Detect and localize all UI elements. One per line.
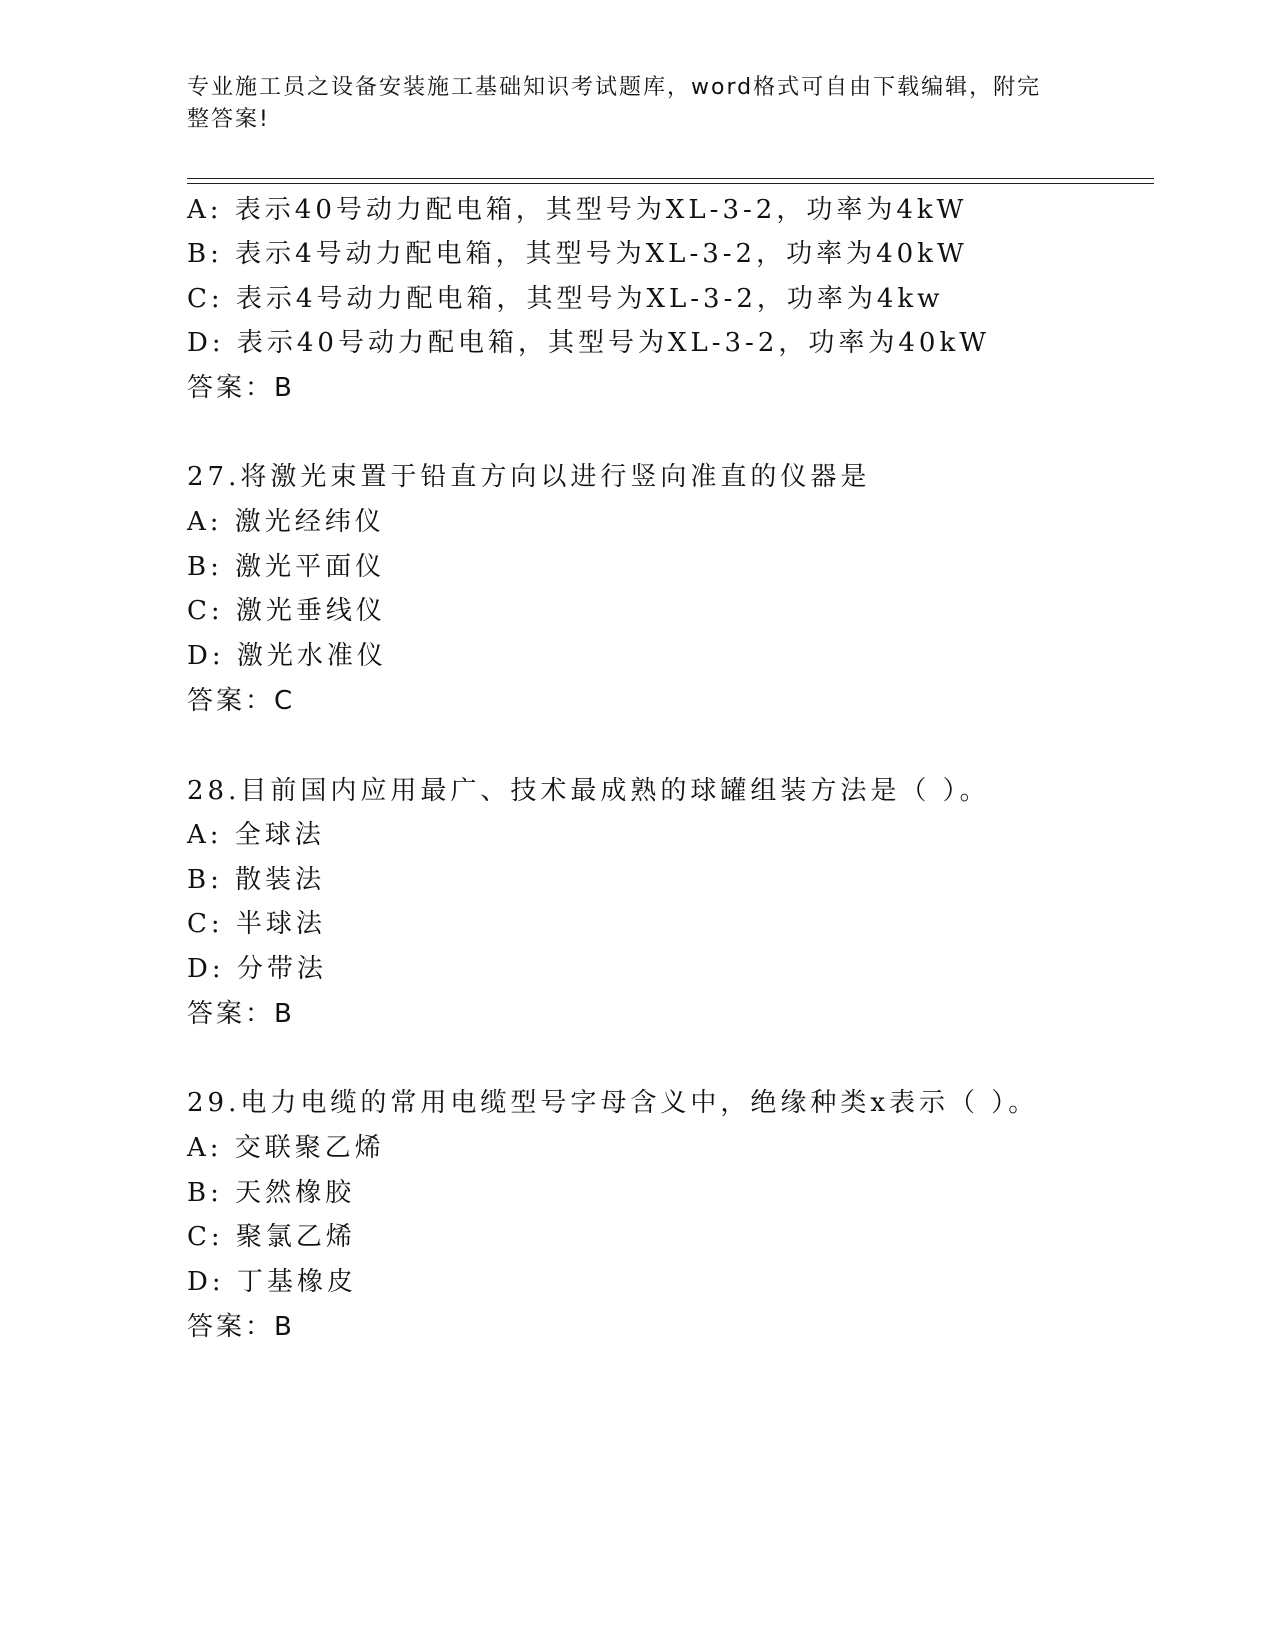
q26-option-b: B: 表示4号动力配电箱，其型号为XL-3-2，功率为40kW (187, 239, 968, 269)
q27-option-d: D: 激光水准仪 (187, 641, 387, 671)
q28-option-c: C: 半球法 (187, 909, 326, 939)
q26-option-c: C: 表示4号动力配电箱，其型号为XL-3-2，功率为4kw (187, 284, 944, 314)
header-rule-top (187, 178, 1154, 179)
q27-option-c: C: 激光垂线仪 (187, 596, 386, 626)
q26-answer: 答案：B (187, 373, 295, 403)
q27-option-b: B: 激光平面仪 (187, 552, 386, 582)
q27-answer: 答案：C (187, 686, 296, 716)
q28-option-b: B: 散装法 (187, 865, 326, 895)
q29-answer: 答案：B (187, 1312, 295, 1342)
q27-option-a: A: 激光经纬仪 (187, 507, 385, 537)
q29-option-a: A: 交联聚乙烯 (187, 1133, 385, 1163)
q26-option-a: A: 表示40号动力配电箱，其型号为XL-3-2，功率为4kW (187, 195, 968, 225)
document-header (187, 72, 1067, 136)
q26-option-d: D: 表示40号动力配电箱，其型号为XL-3-2，功率为40kW (187, 328, 990, 358)
header-line-1: 专业施工员之设备安装施工基础知识考试题库，word格式可自由下载编辑，附完 (187, 75, 1042, 100)
q28-question: 28.目前国内应用最广、技术最成熟的球罐组装方法是（ ）。 (187, 776, 990, 806)
q29-option-b: B: 天然橡胶 (187, 1178, 356, 1208)
q28-answer: 答案：B (187, 999, 295, 1029)
q29-option-d: D: 丁基橡皮 (187, 1267, 357, 1297)
q28-option-d: D: 分带法 (187, 954, 327, 984)
q27-question: 27.将激光束置于铅直方向以进行竖向准直的仪器是 (187, 462, 871, 492)
header-rule-bottom (187, 183, 1154, 184)
q29-question: 29.电力电缆的常用电缆型号字母含义中，绝缘种类x表示（ ）。 (187, 1088, 1039, 1118)
q28-option-a: A: 全球法 (187, 820, 325, 850)
q29-option-c: C: 聚氯乙烯 (187, 1222, 356, 1252)
header-line-2: 整答案! (187, 107, 270, 132)
